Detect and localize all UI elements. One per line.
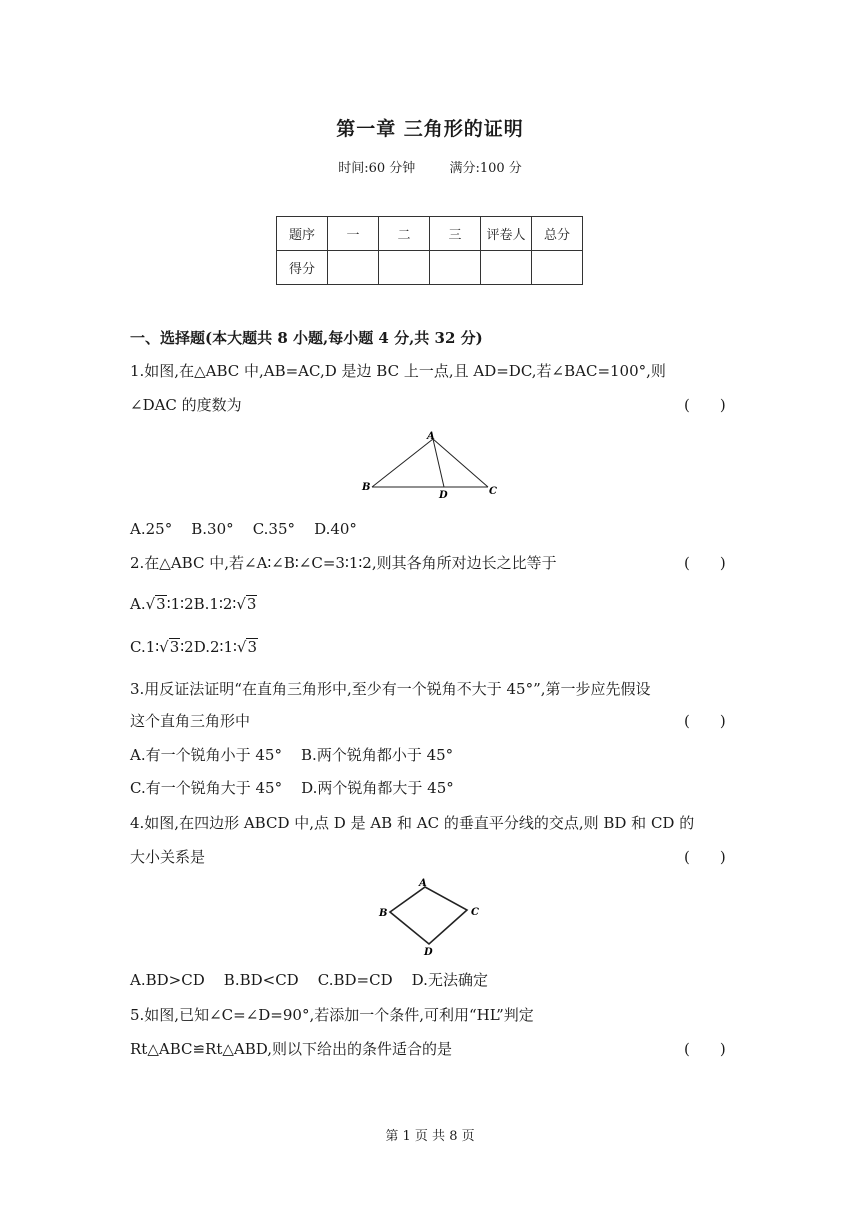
score-row-label: 得分 — [277, 251, 328, 285]
q1-answer-blank: ( ) — [684, 396, 726, 414]
score-cell — [379, 251, 430, 285]
sqrt-symbol: √3 — [145, 595, 166, 613]
q1-label-d: D — [439, 490, 448, 501]
score-header-cell: 二 — [379, 217, 430, 251]
q1-triangle-figure — [358, 428, 504, 502]
q4-quadrilateral-figure — [374, 876, 486, 958]
q3-line1: 3.用反证法证明“在直角三角形中,至少有一个锐角不大于 45°”,第一步应先假设 — [130, 680, 651, 698]
q1-line2: ∠DAC 的度数为 — [130, 396, 242, 414]
q4-label-a: A — [419, 878, 427, 889]
score-table-header-row — [277, 217, 583, 251]
section-heading: 一、选择题(本大题共 8 小题,每小题 4 分,共 32 分) — [130, 329, 483, 347]
time-limit: 时间:60 分钟 — [338, 161, 416, 176]
sqrt-symbol: √3 — [159, 638, 180, 656]
q5-line2: Rt△ABC≌Rt△ABD,则以下给出的条件适合的是 — [130, 1040, 453, 1058]
page-title: 第一章 三角形的证明 — [336, 118, 524, 140]
q4-label-c: C — [471, 907, 479, 918]
q5-line1: 5.如图,已知∠C=∠D=90°,若添加一个条件,可利用“HL”判定 — [130, 1006, 534, 1024]
score-cell — [481, 251, 532, 285]
score-table-score-row — [277, 251, 583, 285]
q1-options: A.25° B.30° C.35° D.40° — [130, 520, 357, 538]
full-score: 满分:100 分 — [449, 161, 522, 176]
q1-label-b: B — [362, 482, 371, 493]
q2-options-cd: C.1∶√3∶2D.2∶1∶√3 — [130, 638, 257, 656]
q4-line2: 大小关系是 — [130, 848, 206, 866]
q2-line1: 2.在△ABC 中,若∠A∶∠B∶∠C=3∶1∶2,则其各角所对边长之比等于 — [130, 554, 557, 572]
page-footer: 第 1 页 共 8 页 — [385, 1129, 475, 1144]
score-cell — [532, 251, 583, 285]
q4-line1: 4.如图,在四边形 ABCD 中,点 D 是 AB 和 AC 的垂直平分线的交点,则 BD 和 CD 的 — [130, 814, 695, 832]
score-header-cell: 三 — [430, 217, 481, 251]
score-header-cell: 一 — [328, 217, 379, 251]
q3-options-ab: A.有一个锐角小于 45° B.两个锐角都小于 45° — [130, 746, 454, 764]
q2-options-ab: A.√3∶1∶2B.1∶2∶√3 — [130, 595, 257, 613]
q4-label-d: D — [424, 947, 433, 958]
score-cell — [328, 251, 379, 285]
score-header-cell: 题序 — [277, 217, 328, 251]
q5-answer-blank: ( ) — [684, 1040, 726, 1058]
q4-label-b: B — [379, 908, 388, 919]
sqrt-symbol: √3 — [236, 595, 257, 613]
q4-options: A.BD>CD B.BD<CD C.BD=CD D.无法确定 — [130, 971, 488, 989]
q2-answer-blank: ( ) — [684, 554, 726, 572]
q1-line1: 1.如图,在△ABC 中,AB=AC,D 是边 BC 上一点,且 AD=DC,若∠BAC=100°,则 — [130, 362, 666, 380]
q3-line2: 这个直角三角形中 — [130, 712, 251, 730]
q3-answer-blank: ( ) — [684, 712, 726, 730]
q1-label-c: C — [489, 486, 497, 497]
q4-answer-blank: ( ) — [684, 848, 726, 866]
score-header-cell: 总分 — [532, 217, 583, 251]
q3-options-cd: C.有一个锐角大于 45° D.两个锐角都大于 45° — [130, 779, 454, 797]
exam-meta — [0, 157, 860, 176]
score-cell — [430, 251, 481, 285]
score-header-cell: 评卷人 — [481, 217, 532, 251]
q1-label-a: A — [427, 431, 435, 442]
sqrt-symbol: √3 — [236, 638, 257, 656]
score-table — [276, 216, 583, 285]
